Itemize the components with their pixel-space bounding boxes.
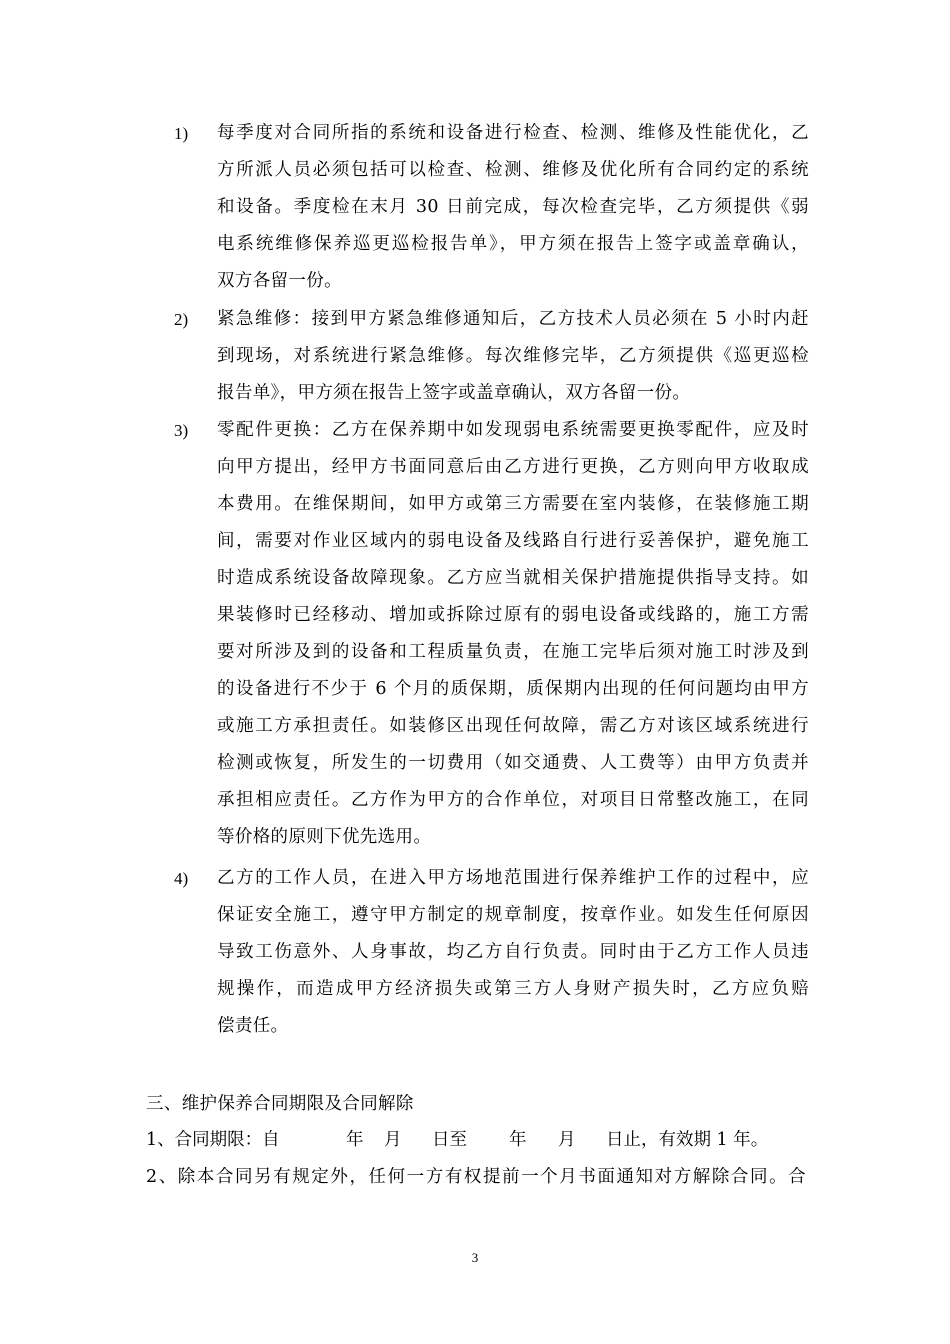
text-line: 和设备。季度检在末月 30 日前完成，每次检查完毕，乙方须提供《弱 (217, 197, 809, 217)
text-line: 紧急维修：接到甲方紧急维修通知后，乙方技术人员必须在 5 小时内赶 (217, 309, 809, 329)
text-line: 规操作，而造成甲方经济损失或第三方人身财产损失时，乙方应负赔 (217, 979, 809, 999)
text-line: 电系统维修保养巡更巡检报告单》，甲方须在报告上签字或盖章确认， (217, 234, 809, 254)
text-line: 报告单》，甲方须在报告上签字或盖章确认，双方各留一份。 (217, 383, 691, 403)
list-item-number: 4) (174, 869, 189, 888)
text-line: 每季度对合同所指的系统和设备进行检查、检测、维修及性能优化，乙 (217, 123, 809, 143)
page-number: 3 (471, 1250, 479, 1265)
text-line: 本费用。在维保期间，如甲方或第三方需要在室内装修，在装修施工期 (217, 494, 809, 514)
termination-clause (146, 1159, 806, 1196)
text-line: 检测或恢复，所发生的一切费用（如交通费、人工费等）由甲方负责并 (217, 753, 809, 773)
text-line: 时造成系统设备故障现象。乙方应当就相关保护措施提供指导支持。如 (217, 568, 809, 588)
term-month-1: 月 (384, 1130, 402, 1150)
text-line: 保证安全施工，遵守甲方制定的规章制度，按章作业。如发生任何原因 (217, 905, 809, 925)
term-prefix: 1、合同期限：自 (146, 1130, 280, 1150)
term-year-1: 年 (346, 1130, 364, 1150)
text-line: 2、除本合同另有规定外，任何一方有权提前一个月书面通知对方解除合同。合 (146, 1167, 806, 1187)
list-item-text (217, 860, 809, 1045)
text-line: 偿责任。 (217, 1016, 289, 1036)
text-line: 间，需要对作业区域内的弱电设备及线路自行进行妥善保护，避免施工 (217, 531, 809, 551)
term-day-to: 日至 (432, 1130, 467, 1150)
list-item-number: 1) (174, 124, 189, 143)
section-title: 三、维护保养合同期限及合同解除 (146, 1094, 414, 1114)
text-line: 或施工方承担责任。如装修区出现任何故障，需乙方对该区域系统进行 (217, 716, 809, 736)
text-line: 等价格的原则下优先选用。 (217, 827, 432, 847)
term-year-2: 年 (509, 1130, 527, 1150)
list-item-text (217, 301, 809, 412)
section-heading (146, 1086, 806, 1123)
text-line: 向甲方提出，经甲方书面同意后由乙方进行更换，乙方则向甲方收取成 (217, 457, 809, 477)
text-line: 零配件更换：乙方在保养期中如发现弱电系统需要更换零配件，应及时 (217, 420, 809, 440)
text-line: 要对所涉及到的设备和工程质量负责，在施工完毕后须对施工时涉及到 (217, 642, 809, 662)
text-line: 导致工伤意外、人身事故，均乙方自行负责。同时由于乙方工作人员违 (217, 942, 809, 962)
term-suffix: 日止，有效期 1 年。 (606, 1130, 769, 1150)
text-line: 果装修时已经移动、增加或拆除过原有的弱电设备或线路的，施工方需 (217, 605, 809, 625)
text-line: 方所派人员必须包括可以检查、检测、维修及优化所有合同约定的系统 (217, 160, 809, 180)
text-line: 承担相应责任。乙方作为甲方的合作单位，对项目日常整改施工，在同 (217, 790, 809, 810)
list-item-number: 2) (174, 310, 189, 329)
list-item-number: 3) (174, 421, 189, 440)
text-line: 双方各留一份。 (217, 271, 342, 291)
list-item-text (217, 412, 809, 856)
text-line: 的设备进行不少于 6 个月的质保期，质保期内出现的任何问题均由甲方 (217, 679, 809, 699)
text-line: 乙方的工作人员，在进入甲方场地范围进行保养维护工作的过程中，应 (217, 868, 809, 888)
term-month-2: 月 (558, 1130, 576, 1150)
text-line: 到现场，对系统进行紧急维修。每次维修完毕，乙方须提供《巡更巡检 (217, 346, 809, 366)
list-item-text (217, 115, 809, 300)
